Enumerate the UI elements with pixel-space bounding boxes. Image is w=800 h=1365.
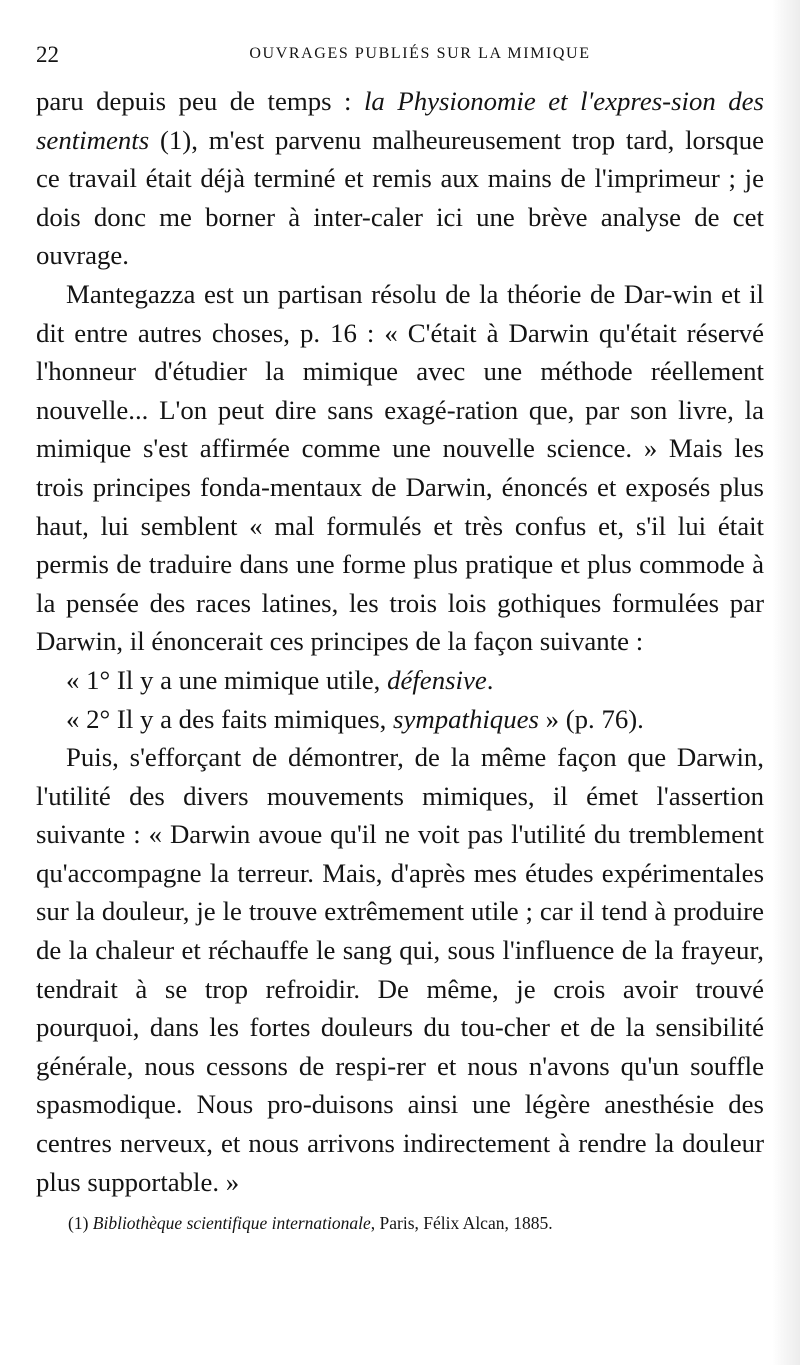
paragraph-5 [36,738,764,1201]
page-number: 22 [36,42,59,67]
principle-2-text-a: « 2° Il y a des faits mimiques, [66,703,394,734]
principle-1-text-a: « 1° Il y a une mimique utile, [66,664,388,695]
paragraph-2-text: Mantegazza est un partisan résolu de la théorie de Dar-win et il dit entre autres choses, p. 16 : « C'était à Darwin qu'était réservé l'honneur d'étudier la mimique avec une méthode réellement nouvelle... L'on peut dire sans exagé-ration que, par son livre, la mimique s'est affirmée comme une nouvelle science. » Mais les trois principes fonda-mentaux de Darwin, énoncés et exposés plus haut, lui semblent « mal formulés et très confus et, s'il lui était permis de traduire dans une forme plus pratique et plus commode à la pensée des races latines, les trois lois gothiques formulées par Darwin, il énoncerait ces principes de la façon suivante : [36,278,764,657]
footnote [36,1211,764,1235]
principle-2-text-b: » (p. 76). [538,703,644,734]
paragraph-2 [36,275,764,661]
paragraph-1 [36,82,764,275]
book-page [36,38,764,1235]
principle-2-italic: sympathiques [393,703,539,734]
principle-2 [36,700,764,739]
paragraph-5-text: Puis, s'efforçant de démontrer, de la même façon que Darwin, l'utilité des divers mouvements mimiques, il émet l'assertion suivante : « Darwin avoue qu'il ne voit pas l'utilité du tremblement qu'accompagne la terreur. Mais, d'après mes études expérimentales sur la douleur, je le trouve extrêmement utile ; car il tend à produire de la chaleur et réchauffe le sang qui, sous l'influence de la frayeur, tendrait à se trop refroidir. De même, je crois avoir trouvé pourquoi, dans les fortes douleurs du tou-cher et de la sensibilité générale, nous cessons de respi-rer et nous n'avons qu'un souffle spasmodique. Nous pro-duisons ainsi une légère anesthésie des centres nerveux, et nous arrivons indirectement à rendre la douleur plus supportable. » [36,742,764,1197]
footnote-marker: (1) [68,1213,93,1234]
paragraph-1-text-b: (1), m'est parvenu malheureusement trop tard, lorsque ce travail était déjà terminé et remis aux mains de l'imprimeur ; je dois donc me borner à inter-caler ici une brève analyse de cet ouvrage. [36,124,764,271]
principle-1 [36,661,764,700]
book-title-italic: la Physionomie et l'expres-sion des sentiments [36,86,764,155]
paragraph-1-text-a: paru depuis peu de temps : [36,86,364,116]
body-text [36,82,764,1201]
principle-1-italic: défensive [387,664,487,695]
principle-1-text-b: . [486,664,494,695]
running-title: OUVRAGES PUBLIÉS SUR LA MIMIQUE [249,45,591,62]
footnote-italic: Bibliothèque scientifique internationale [92,1213,371,1234]
page-header [36,38,764,74]
page-edge-shadow [772,0,800,1365]
footnote-rest: , Paris, Félix Alcan, 1885. [370,1213,553,1234]
